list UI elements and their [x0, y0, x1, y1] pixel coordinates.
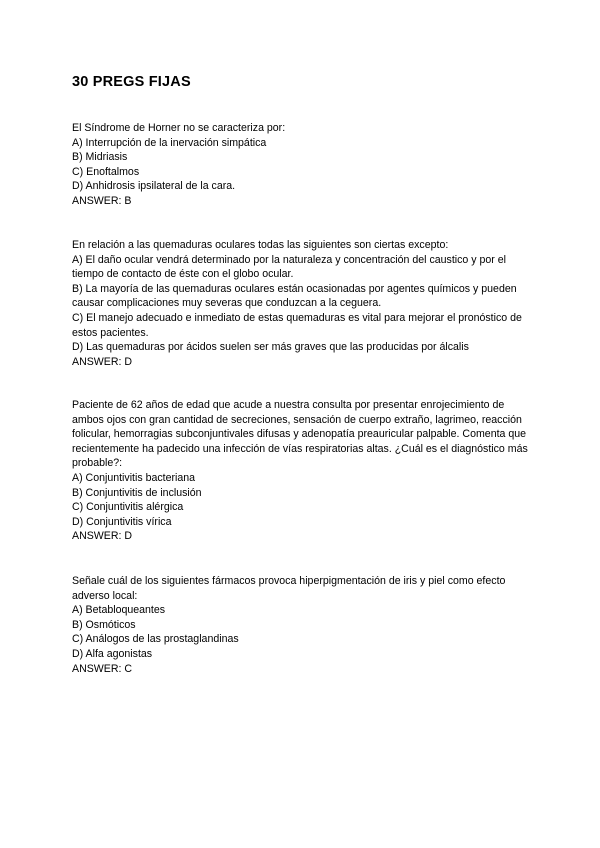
- option-b: B) La mayoría de las quemaduras oculares están ocasionadas por agentes químicos y pueden causar complicaciones muy severas que conduzcan a la ceguera.: [72, 282, 517, 310]
- option-d: D) Conjuntivitis vírica: [72, 515, 172, 528]
- option-d: D) Alfa agonistas: [72, 647, 153, 660]
- question-stem: El Síndrome de Horner no se caracteriza por:: [72, 122, 286, 134]
- answer-line: ANSWER: D: [72, 355, 133, 368]
- option-c: C) Conjuntivitis alérgica: [72, 501, 184, 514]
- option-c: C) Enoftalmos: [72, 165, 140, 178]
- option-c: C) Análogos de las prostaglandinas: [72, 633, 239, 646]
- answer-line: ANSWER: D: [72, 530, 133, 543]
- option-b: B) Osmóticos: [72, 618, 136, 631]
- option-d: D) Anhidrosis ipsilateral de la cara.: [72, 180, 236, 193]
- option-a: A) Betabloqueantes: [72, 604, 166, 617]
- question-stem: En relación a las quemaduras oculares todas las siguientes son ciertas excepto:: [72, 239, 449, 251]
- option-c: C) El manejo adecuado e inmediato de estas quemaduras es vital para mejorar el pronóstico de estos pacientes.: [72, 311, 522, 339]
- option-a: A) Interrupción de la inervación simpática: [72, 136, 267, 149]
- question-block-3: [72, 398, 532, 544]
- option-b: B) Conjuntivitis de inclusión: [72, 486, 202, 499]
- question-block-4: [72, 574, 532, 676]
- document-title: 30 PREGS FIJAS: [72, 74, 191, 90]
- option-a: A) El daño ocular vendrá determinado por la naturaleza y concentración del caustico y por el tiempo de contacto de éste con el globo ocular.: [72, 253, 507, 281]
- option-d: D) Las quemaduras por ácidos suelen ser más graves que las producidas por álcalis: [72, 341, 469, 354]
- option-b: B) Midriasis: [72, 151, 128, 164]
- question-stem: Señale cuál de los siguientes fármacos provoca hiperpigmentación de iris y piel como efecto adverso local:: [72, 575, 506, 602]
- option-a: A) Conjuntivitis bacteriana: [72, 471, 196, 484]
- question-block-1: [72, 121, 532, 209]
- question-stem: Paciente de 62 años de edad que acude a nuestra consulta por presentar enrojecimiento de ambos ojos con gran cantidad de secreciones, sensación de cuerpo extraño, lagrimeo, reacción folicular, hemorragias subconjuntivales difusas y adenopatía preauricular palpable. Comenta que recientemente ha padecido una infección de vías respiratorias altas. ¿Cuál es el diagnóstico más probable?:: [72, 399, 528, 470]
- answer-line: ANSWER: B: [72, 194, 132, 207]
- question-block-2: [72, 238, 532, 369]
- answer-line: ANSWER: C: [72, 662, 133, 675]
